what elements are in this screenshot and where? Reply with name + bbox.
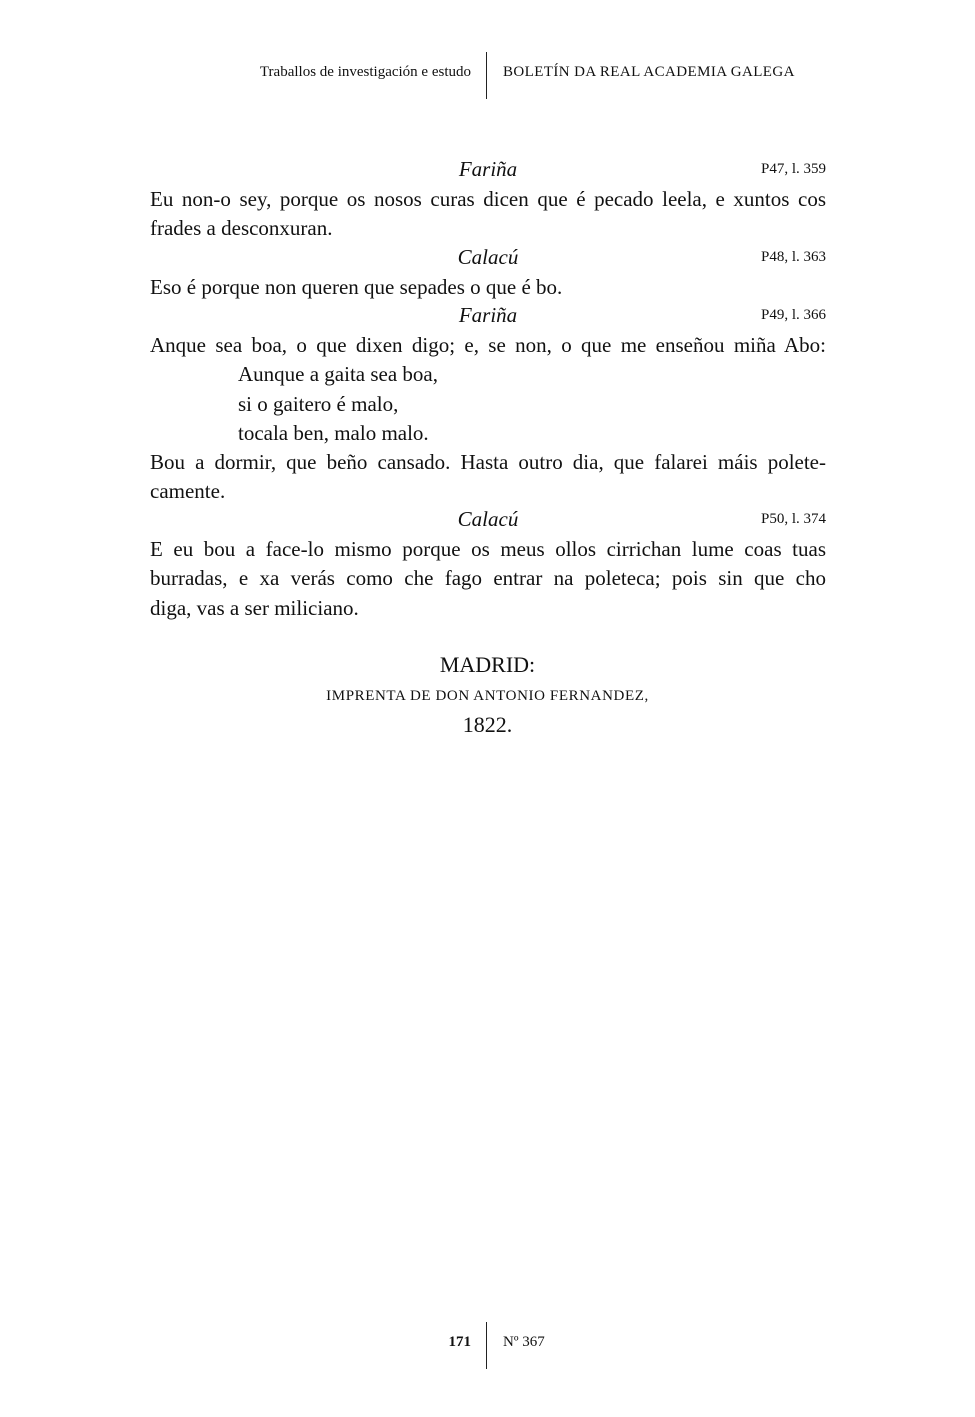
text-line: Bou a dormir, que beño cansado. Hasta outro dia, que falarei máis polete-: [150, 450, 826, 474]
speaker-name: Fariña: [458, 303, 518, 327]
text-line: burradas, e xa verás como che fago entrar na poleteca; pois sin que cho: [150, 566, 826, 590]
text-line: Eso é porque non queren que sepades o que é bo.: [150, 275, 563, 299]
speaker-heading: [150, 507, 826, 535]
text-line: diga, vas a ser miliciano.: [150, 596, 359, 620]
verse-line: si o gaitero é malo,: [238, 392, 399, 416]
imprint-press: IMPRENTA DE DON ANTONIO FERNANDEZ,: [326, 688, 649, 704]
verse-line: tocala ben, malo malo.: [238, 421, 429, 445]
text-line: Eu non-o sey, porque os nosos curas dicen que é pecado leela, e xuntos cos: [150, 187, 826, 211]
text-line: camente.: [150, 479, 226, 503]
imprint-year: 1822.: [462, 712, 513, 737]
speaker-name: Calacú: [457, 507, 519, 531]
page-number: 171: [448, 1334, 471, 1350]
line-reference: P47, l. 359: [760, 161, 826, 177]
header-divider: [486, 52, 487, 99]
speaker-heading: [150, 303, 826, 331]
line-reference: P50, l. 374: [760, 511, 826, 527]
header-section-title: Traballos de investigación e estudo: [259, 64, 471, 80]
imprint-city: MADRID:: [439, 652, 536, 677]
speaker-name: Fariña: [458, 157, 518, 181]
issue-number: Nº 367: [503, 1334, 545, 1350]
speaker-heading: [150, 245, 826, 273]
line-reference: P49, l. 366: [760, 307, 826, 323]
header-journal-title: BOLETÍN DA REAL ACADEMIA GALEGA: [503, 64, 795, 80]
speaker-name: Calacú: [457, 245, 519, 269]
verse-line: Aunque a gaita sea boa,: [238, 362, 439, 386]
footer-divider: [486, 1322, 487, 1369]
text-line: frades a desconxuran.: [150, 216, 333, 240]
text-line: E eu bou a face-lo mismo porque os meus ollos cirrichan lume coas tuas: [150, 537, 826, 561]
speaker-heading: [150, 157, 826, 185]
line-reference: P48, l. 363: [760, 249, 826, 265]
text-line: Anque sea boa, o que dixen digo; e, se non, o que me enseñou miña Abo:: [150, 333, 826, 357]
